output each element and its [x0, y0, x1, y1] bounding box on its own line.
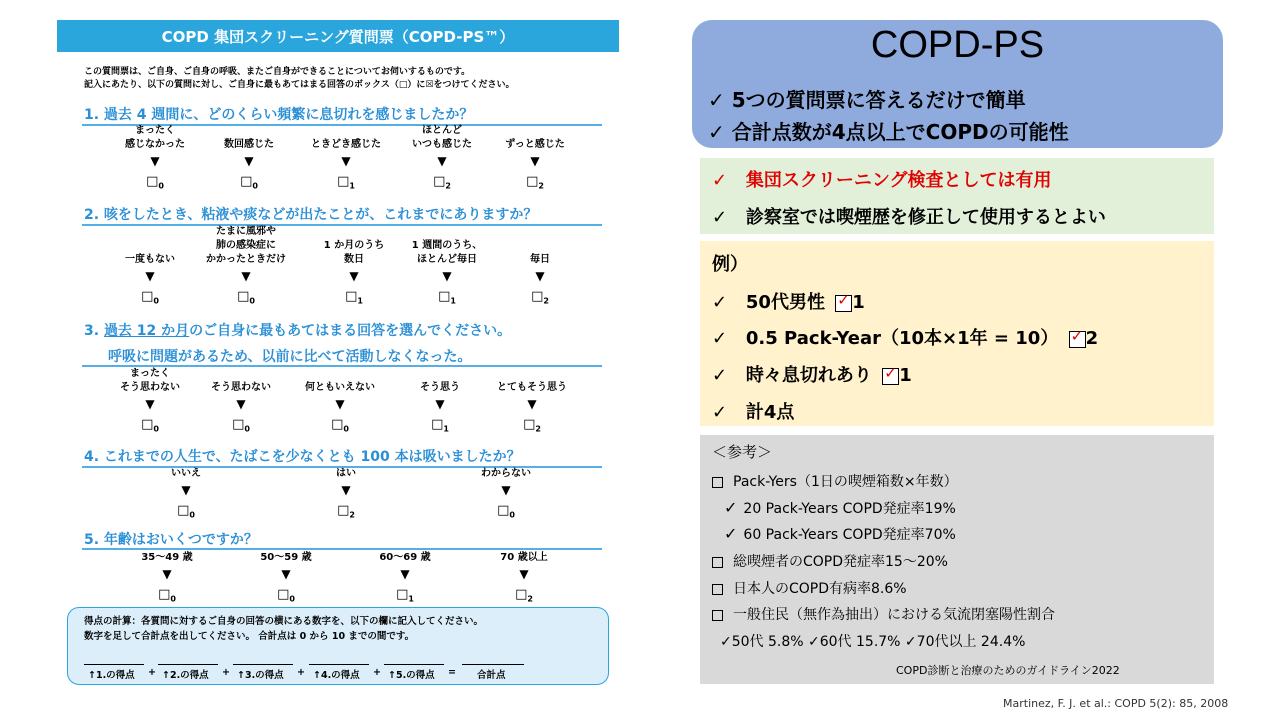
checked-box-icon [1069, 331, 1086, 348]
down-arrow-icon: ▼ [437, 154, 447, 168]
down-arrow-icon: ▼ [145, 397, 155, 411]
answer-label [95, 225, 205, 267]
equals-sign: = [448, 667, 456, 678]
checkbox-square-icon [712, 557, 723, 568]
checkbox-icon: □ [177, 503, 190, 518]
answer-score: 2 [538, 181, 544, 191]
down-arrow-icon: ▼ [236, 397, 246, 411]
down-arrow-icon: ▼ [519, 567, 529, 581]
question-3-title: 3. 過去 12 か月のご自身に最もあてはまる回答を選んでください。 [84, 323, 512, 339]
answer-label [191, 225, 301, 267]
score-calculation-text: 得点の計算：各質問に対するご自身の回答の横にある数字を、以下の欄に記入してください。 数字を足して合計点を出してください。 合計点は 0 から 10 までの間です。 [84, 616, 484, 642]
down-arrow-icon: ▼ [400, 567, 410, 581]
answer-checkbox[interactable] [112, 587, 222, 608]
answer-option [477, 367, 587, 438]
answer-checkbox[interactable] [291, 503, 401, 524]
answer-label [469, 551, 579, 565]
answer-option [194, 124, 304, 195]
answer-label-line: 35〜49 歳 [141, 552, 193, 563]
answer-checkbox[interactable] [191, 289, 301, 310]
answer-option [95, 225, 205, 310]
answer-score: 1 [450, 296, 456, 306]
checkbox-icon: □ [232, 417, 245, 432]
checkbox-icon: □ [431, 417, 444, 432]
answer-checkbox[interactable] [95, 289, 205, 310]
check-icon: ✓ [724, 498, 738, 517]
answer-score: 0 [252, 181, 258, 191]
score-label: ↑4.の得点 [313, 670, 360, 681]
answer-checkbox[interactable] [186, 417, 296, 438]
check-icon: ✓ [712, 402, 728, 423]
checkbox-icon: □ [237, 289, 250, 304]
usage-item-1: ✓ 集団スクリーニング検査としては有用 [712, 170, 1052, 191]
answer-label [451, 467, 561, 481]
answer-label [485, 225, 595, 267]
checkbox-icon: □ [337, 174, 350, 189]
answer-option [350, 551, 460, 608]
reference-item [712, 471, 958, 491]
plus-sign: + [373, 667, 381, 678]
answer-checkbox[interactable] [485, 289, 595, 310]
answer-checkbox[interactable] [469, 587, 579, 608]
answer-option [469, 551, 579, 608]
citation: Martinez, F. J. et al.: COPD 5(2): 85, 2008 [1003, 697, 1229, 710]
answer-option [480, 124, 590, 195]
reference-item-text: Pack-Yers（1日の喫煙箱数×年数） [733, 474, 958, 490]
answer-score: 2 [535, 424, 541, 434]
answer-checkbox[interactable] [231, 587, 341, 608]
checked-box-icon [882, 368, 899, 385]
answer-option [131, 467, 241, 524]
score-input-line [84, 664, 144, 665]
reference-item-text: 60 Pack-Years COPD発症率70% [743, 527, 956, 543]
answer-label-line: かかったときだけ [206, 254, 286, 265]
answer-label-line: 70 歳以上 [500, 552, 548, 563]
example-item-1: ✓ 50代男性 ✓ 1 [712, 288, 865, 314]
answer-score: 0 [158, 181, 164, 191]
down-arrow-icon: ▼ [244, 154, 254, 168]
answer-option [291, 467, 401, 524]
checkbox-icon: □ [277, 587, 290, 602]
checkbox-square-icon [712, 477, 723, 488]
down-arrow-icon: ▼ [442, 269, 452, 283]
answer-label [186, 367, 296, 395]
answer-label-line: はい [336, 468, 356, 479]
score-input-line [158, 664, 218, 665]
answer-checkbox[interactable] [285, 417, 395, 438]
answer-label-line: そう思わない [120, 382, 180, 393]
down-arrow-icon: ▼ [535, 269, 545, 283]
answer-score: 2 [543, 296, 549, 306]
answer-score: 0 [509, 510, 515, 520]
checkbox-icon: □ [523, 417, 536, 432]
answer-label-line: 数回感じた [224, 139, 274, 150]
check-icon: ✓ [712, 292, 728, 313]
answer-checkbox[interactable] [451, 503, 561, 524]
questionnaire-header: COPD 集団スクリーニング質問票（COPD-PS™） [57, 20, 619, 52]
answer-label [291, 467, 401, 481]
score-label: ↑5.の得点 [388, 670, 435, 681]
answer-option [485, 225, 595, 310]
down-arrow-icon: ▼ [341, 483, 351, 497]
answer-score: 0 [343, 424, 349, 434]
example-item-2: ✓ 0.5 Pack-Year（10本×1年 = 10） ✓ 2 [712, 324, 1098, 350]
answer-score: 2 [527, 594, 533, 604]
check-icon: ✓ [712, 365, 728, 386]
answer-checkbox[interactable] [477, 417, 587, 438]
checkbox-icon: □ [141, 289, 154, 304]
answer-score: 0 [189, 510, 195, 520]
reference-item-text: 日本人のCOPD有病率8.6% [733, 581, 907, 597]
summary-point-1: ✓ 5つの質問票に答えるだけで簡単 [708, 88, 1026, 112]
answer-checkbox[interactable] [131, 503, 241, 524]
checkbox-icon: □ [146, 174, 159, 189]
answer-option [451, 467, 561, 524]
down-arrow-icon: ▼ [281, 567, 291, 581]
score-input-line [309, 664, 369, 665]
total-label: 合計点 [477, 670, 506, 681]
example-item-4: ✓ 計4点 [712, 402, 795, 423]
question-4-title: 4. これまでの人生で、たばこを少なくとも 100 本は吸いましたか？ [84, 449, 521, 465]
answer-label-line: 数日 [344, 254, 364, 265]
answer-label-line: 50〜59 歳 [260, 552, 312, 563]
score-input-line [233, 664, 293, 665]
summary-title: COPD-PS [870, 24, 1045, 66]
check-icon: ✓ [712, 170, 728, 191]
plus-sign: + [297, 667, 305, 678]
total-input-line [462, 664, 524, 665]
checkbox-icon: □ [240, 174, 253, 189]
answer-label-line: まったく [130, 368, 170, 379]
down-arrow-icon: ▼ [145, 269, 155, 283]
answer-label-line: いいえ [171, 468, 201, 479]
answer-score: 0 [289, 594, 295, 604]
checkbox-icon: □ [141, 417, 154, 432]
answer-label-line: ほとんど毎日 [417, 254, 477, 265]
question-5-title: 5. 年齢はおいくつですか？ [84, 532, 258, 548]
reference-heading: ＜参考＞ [712, 443, 773, 461]
checkbox-icon: □ [515, 587, 528, 602]
answer-label [131, 467, 241, 481]
reference-item [724, 524, 956, 544]
checkbox-icon: □ [158, 587, 171, 602]
reference-item-text: 総喫煙者のCOPD発症率15〜20% [733, 554, 948, 570]
reference-item-text: 20 Pack-Years COPD発症率19% [743, 501, 956, 517]
answer-label-line: 60〜69 歳 [379, 552, 431, 563]
checked-box-icon [835, 295, 852, 312]
reference-item [712, 578, 907, 598]
checkbox-icon: □ [438, 289, 451, 304]
down-arrow-icon: ▼ [335, 397, 345, 411]
down-arrow-icon: ▼ [162, 567, 172, 581]
reference-item [720, 631, 1025, 651]
down-arrow-icon: ▼ [181, 483, 191, 497]
score-label: ↑3.の得点 [237, 670, 284, 681]
check-icon: ✓ [712, 328, 728, 349]
question-1-title: 1. 過去 4 週間に、どのくらい頻繁に息切れを感じましたか？ [84, 107, 474, 123]
question-2-title: 2. 咳をしたとき、粘液や痰などが出たことが、これまでにありますか？ [84, 207, 538, 223]
example-heading: 例） [712, 254, 748, 275]
answer-label [350, 551, 460, 565]
answer-checkbox[interactable] [480, 174, 590, 195]
check-icon: ✓ [724, 524, 738, 543]
down-arrow-icon: ▼ [435, 397, 445, 411]
checkbox-icon: □ [497, 503, 510, 518]
answer-label [231, 551, 341, 565]
answer-score: 2 [349, 510, 355, 520]
answer-label-line: 一度もない [125, 254, 175, 265]
answer-label-line: そう思わない [211, 382, 271, 393]
down-arrow-icon: ▼ [341, 154, 351, 168]
answer-label-line: 何ともいえない [305, 382, 375, 393]
answer-label-line: ほとんど [422, 125, 462, 136]
answer-label-line: そう思う [420, 382, 460, 393]
answer-score: 1 [443, 424, 449, 434]
checkbox-icon: □ [396, 587, 409, 602]
answer-label [112, 551, 222, 565]
answer-score: 1 [349, 181, 355, 191]
answer-checkbox[interactable] [291, 174, 401, 195]
answer-label-line: 感じなかった [125, 139, 185, 150]
answer-label-line: いつも感じた [412, 139, 472, 150]
plus-sign: + [148, 667, 156, 678]
usage-item-2: ✓ 診察室では喫煙歴を修正して使用するとよい [712, 207, 1106, 228]
answer-label-line: とてもそう思う [497, 382, 567, 393]
answer-option [112, 551, 222, 608]
down-arrow-icon: ▼ [349, 269, 359, 283]
checkbox-icon: □ [526, 174, 539, 189]
checkbox-icon: □ [331, 417, 344, 432]
reference-item [712, 604, 1055, 624]
answer-score: 0 [249, 296, 255, 306]
down-arrow-icon: ▼ [501, 483, 511, 497]
checkbox-icon: □ [337, 503, 350, 518]
answer-option [291, 124, 401, 195]
answer-score: 0 [170, 594, 176, 604]
reference-item-text: 一般住民（無作為抽出）における気流閉塞陽性割合 [733, 607, 1055, 623]
answer-label-line: 1 週間のうち、 [411, 240, 483, 251]
checkbox-icon: □ [433, 174, 446, 189]
answer-checkbox[interactable] [350, 587, 460, 608]
answer-score: 1 [408, 594, 414, 604]
answer-label-line: ずっと感じた [505, 139, 565, 150]
answer-label-line: 毎日 [530, 254, 550, 265]
down-arrow-icon: ▼ [150, 154, 160, 168]
answer-label [480, 124, 590, 152]
answer-label [285, 367, 395, 395]
checkbox-icon: □ [531, 289, 544, 304]
answer-option [186, 367, 296, 438]
answer-label-line: わからない [481, 468, 531, 479]
score-label: ↑1.の得点 [88, 670, 135, 681]
answer-checkbox[interactable] [194, 174, 304, 195]
score-input-line [384, 664, 444, 665]
checkbox-square-icon [712, 584, 723, 595]
answer-score: 0 [244, 424, 250, 434]
answer-label-line: 肺の感染症に [216, 240, 276, 251]
reference-item-text: ✓50代 5.8% ✓60代 15.7% ✓70代以上 24.4% [720, 634, 1026, 650]
answer-label-line: 1 か月のうち [323, 240, 385, 251]
answer-score: 1 [357, 296, 363, 306]
answer-label [194, 124, 304, 152]
checkbox-icon: □ [345, 289, 358, 304]
questionnaire-intro: この質問票は、ご自身、ご自身の呼吸、またご自身ができることについてお伺いするものです。 記入にあたり、以下の質問に対し、ご自身に最もあてはまる回答のボックス（□）に☒をつけてください。 [84, 67, 515, 90]
question-5-divider [82, 548, 602, 550]
answer-option [231, 551, 341, 608]
plus-sign: + [222, 667, 230, 678]
summary-point-2: ✓ 合計点数が4点以上でCOPDの可能性 [708, 120, 1069, 144]
reference-item [724, 498, 956, 518]
check-icon: ✓ [712, 207, 728, 228]
answer-label [291, 124, 401, 152]
example-item-3: ✓ 時々息切れあり ✓ 1 [712, 361, 912, 387]
down-arrow-icon: ▼ [241, 269, 251, 283]
answer-label [477, 367, 587, 395]
answer-option [285, 367, 395, 438]
answer-label-line: たまに風邪や [216, 226, 276, 237]
answer-option [191, 225, 301, 310]
down-arrow-icon: ▼ [527, 397, 537, 411]
down-arrow-icon: ▼ [530, 154, 540, 168]
answer-label-line: ときどき感じた [311, 139, 381, 150]
reference-item [712, 551, 948, 571]
answer-score: 2 [445, 181, 451, 191]
answer-score: 0 [153, 424, 159, 434]
answer-score: 0 [153, 296, 159, 306]
reference-source: COPD診断と治療のためのガイドライン2022 [896, 664, 1120, 677]
question-3-subtitle: 呼吸に問題があるため、以前に比べて活動しなくなった。 [108, 349, 472, 365]
checkbox-square-icon [712, 610, 723, 621]
score-label: ↑2.の得点 [162, 670, 209, 681]
answer-label-line: まったく [135, 125, 175, 136]
